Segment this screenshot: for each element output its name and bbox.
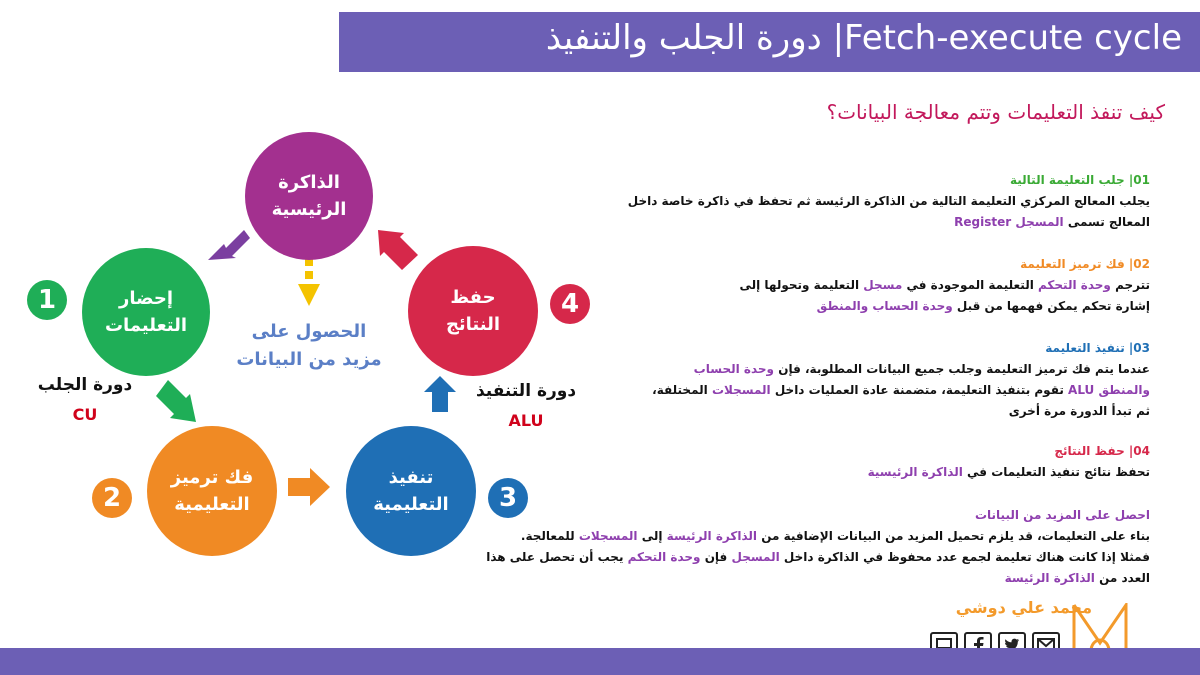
step-4-number: 04|	[1128, 444, 1150, 458]
step-2-hl-g: وحدة الحساب والمنطق	[816, 299, 953, 313]
execute-node	[346, 426, 476, 556]
step-3	[652, 338, 1150, 422]
more-data-line-1: الحصول على	[251, 321, 367, 342]
step-3-text-f: المختلفة،	[652, 383, 708, 397]
step-5-text-e: للمعالجة.	[520, 529, 575, 543]
page-title: دورة الجلب والتنفيذ |Fetch-execute cycle	[545, 18, 1182, 58]
step-3-number: 03|	[1128, 341, 1150, 355]
step-3-text-a: عندما يتم فك ترميز التعليمة وجلب جميع البيانات المطلوبة، فإن	[778, 362, 1150, 376]
fetch-label: إحضار التعليمات	[104, 288, 188, 336]
step-3-line-1	[652, 359, 1150, 380]
step-5-hl-d: المسجلات	[578, 529, 638, 543]
step-5-text-a: بناء على التعليمات، قد يلزم تحميل المزيد من البيانات الإضافية من	[761, 529, 1150, 543]
step-3-title: تنفيذ التعليمة	[1045, 341, 1125, 355]
step-4	[868, 441, 1150, 483]
step-5-text-k: العدد من	[1099, 571, 1150, 585]
badge-1: 1	[27, 280, 67, 320]
execute-cycle-name: دورة التنفيذ	[475, 381, 577, 401]
badge-3: 3	[488, 478, 528, 518]
dash-2	[305, 271, 313, 279]
store-node	[408, 246, 538, 376]
step-2-text-f: إشارة تحكم يمكن فهمها من قبل	[956, 299, 1150, 313]
more-data-label	[226, 318, 392, 374]
step-1-highlight: المسجل Register	[954, 215, 1064, 229]
step-2-title: فك ترميز التعليمة	[1020, 257, 1125, 271]
step-1-title: جلب التعليمة التالية	[1009, 173, 1125, 187]
step-3-text-d: تقوم بتنفيذ التعليمة، متضمنة عادة العمليات داخل	[774, 383, 1064, 397]
fetch-cycle-label	[30, 370, 140, 430]
title-bar	[339, 12, 1200, 72]
step-3-hl-b: وحدة الحساب	[693, 362, 775, 376]
author-name: محمد علي دوشي	[955, 598, 1092, 617]
fetch-cycle-unit: CU	[72, 405, 98, 424]
decode-label: فك ترميز التعليمية	[170, 467, 254, 515]
step-1-line-2	[628, 212, 1150, 233]
step-5-hl-b: الذاكرة الرئيسة	[666, 529, 758, 543]
step-5-hl-g: المسجل	[731, 550, 780, 564]
step-1-text: المعالج تسمى	[1067, 215, 1150, 229]
step-5-hl-l: الذاكرة الرئيسة	[1004, 571, 1095, 585]
arrow-store-to-memory-icon	[378, 230, 418, 270]
step-5-text-h: فإن	[704, 550, 728, 564]
step-4-line-1	[868, 462, 1150, 483]
fetch-cycle-name: دورة الجلب	[37, 375, 133, 395]
step-2-hl-b: وحدة التحكم	[1038, 278, 1111, 292]
step-2-text-e: التعليمة وتحولها إلى	[739, 278, 860, 292]
fetch-node	[82, 248, 210, 376]
step-5-hl-i: وحدة التحكم	[627, 550, 701, 564]
step-5-text-f: فمثلا إذا كانت هناك تعليمة لجمع عدد محفوظ في الذاكرة داخل	[783, 550, 1150, 564]
execute-cycle-unit: ALU	[508, 411, 544, 430]
step-1-heading	[628, 170, 1150, 191]
step-2-hl-d: مسجل	[863, 278, 903, 292]
arrow-execute-to-store-icon	[424, 376, 456, 412]
arrow-more-data-icon	[298, 284, 320, 306]
badge-4: 4	[550, 284, 590, 324]
step-2-heading	[739, 254, 1150, 275]
step-2-line-1	[739, 275, 1150, 296]
step-5-heading: احصل على المزيد من البيانات	[974, 508, 1150, 522]
step-3-heading	[652, 338, 1150, 359]
step-3-hl-c: والمنطق ALU	[1068, 383, 1150, 397]
step-3-line-3: ثم تبدأ الدورة مرة أخرى	[1008, 404, 1150, 418]
step-1-line-1: يجلب المعالج المركزي التعليمة التالية من الذاكرة الرئيسة ثم تحفظ في ذاكرة خاصة داخل	[627, 194, 1150, 208]
step-2	[739, 254, 1150, 317]
badge-2: 2	[92, 478, 132, 518]
cycle-diagram	[0, 80, 620, 645]
store-label: حفظ النتائج	[445, 287, 501, 335]
step-2-text-a: تترجم	[1115, 278, 1150, 292]
step-1-number: 01|	[1128, 173, 1150, 187]
step-4-heading	[868, 441, 1150, 462]
memory-node	[245, 132, 373, 260]
memory-label: الذاكرة الرئيسية	[271, 172, 347, 220]
step-2-number: 02|	[1128, 257, 1150, 271]
step-4-hl-b: الذاكرة الرئيسية	[867, 465, 963, 479]
step-1	[628, 170, 1150, 233]
step-2-text-c: التعليمة الموجودة في	[906, 278, 1034, 292]
execute-cycle-label	[468, 376, 584, 436]
decode-node	[147, 426, 277, 556]
step-2-line-2	[739, 296, 1150, 317]
step-5-text-j: يجب أن تحصل على هذا	[486, 550, 624, 564]
step-3-hl-e: المسجلات	[711, 383, 771, 397]
arrow-memory-to-fetch-icon	[208, 230, 250, 260]
arrow-decode-to-execute-icon	[288, 468, 330, 506]
more-data-line-2: مزيد من البيانات	[236, 349, 382, 370]
bottom-bar	[0, 648, 1200, 675]
arrow-fetch-to-decode-icon	[156, 380, 196, 422]
main-question: كيف تنفذ التعليمات وتتم معالجة البيانات؟	[826, 100, 1165, 124]
execute-label: تنفيذ التعليمية	[373, 467, 449, 515]
step-4-text-a: تحفظ نتائج تنفيذ التعليمات في	[967, 465, 1150, 479]
step-5-text-c: إلى	[641, 529, 663, 543]
step-4-title: حفظ النتائج	[1054, 444, 1125, 458]
step-3-line-2	[652, 380, 1150, 401]
